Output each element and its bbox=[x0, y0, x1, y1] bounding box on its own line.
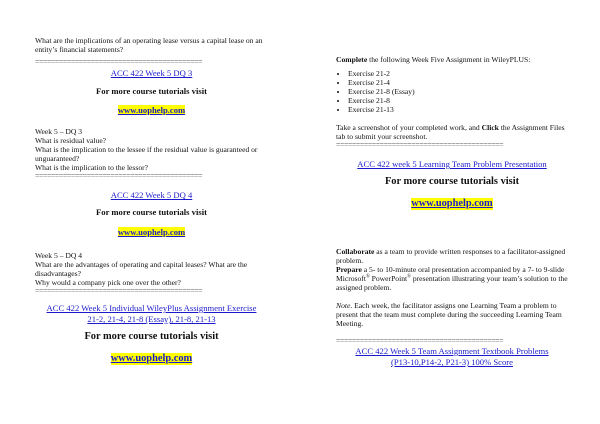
dq4-question-1: What are the advantages of operating and capital leases? What are the disadvantages? bbox=[35, 260, 248, 278]
complete-instruction: Complete the following Week Five Assignment in WileyPLUS: bbox=[336, 55, 531, 64]
link-individual-wileyplus-line-2[interactable]: 21-2, 21-4, 21-8 (Essay), 21-8, 21-13 bbox=[87, 314, 216, 324]
site-link[interactable]: www.uophelp.com bbox=[110, 353, 193, 364]
link-individual-wileyplus-line-1[interactable]: ACC 422 Week 5 Individual WileyPlus Assignment Exercise bbox=[46, 303, 257, 313]
collaborate-paragraph: Collaborate as a team to provide written responses to a facilitator-assigned problem. bbox=[336, 247, 566, 265]
list-item: • Exercise 21-2 bbox=[348, 69, 568, 78]
dq4-question-2: Why would a company pick one over the other? bbox=[35, 278, 181, 287]
dq3-question-2: What is the implication to the lessee if the residual value is guaranteed or unguaranteed? bbox=[35, 145, 258, 163]
list-item: • Exercise 21-4 bbox=[348, 78, 568, 87]
prepare-paragraph: Prepare a 5- to 10-minute oral presentation accompanied by a 7- to 9-slide Microsoft® PowerPoint® presentation illustrating your team’s solution to the assigned problem. bbox=[336, 265, 568, 292]
dq3-question-3: What is the implication to the lessor? bbox=[35, 163, 149, 172]
visit-text: For more course tutorials visit bbox=[384, 176, 520, 187]
exercise-list bbox=[336, 69, 568, 114]
site-link[interactable]: www.uophelp.com bbox=[117, 227, 186, 237]
separator: ========================================== bbox=[35, 172, 203, 180]
list-item: • Exercise 21-8 bbox=[348, 96, 568, 105]
visit-text: For more course tutorials visit bbox=[84, 331, 219, 342]
link-team-assignment-line-2[interactable]: (P13-10,P14-2, P21-3) 100% Score bbox=[391, 357, 513, 367]
note-paragraph: Note. Each week, the facilitator assigns one Learning Team a problem to present that the team must complete during the succeeding Learning Team Meeting. bbox=[336, 301, 562, 328]
dq3-question-1: What is residual value? bbox=[35, 136, 107, 145]
dq3-heading: Week 5 – DQ 3 bbox=[35, 127, 83, 136]
visit-text: For more course tutorials visit bbox=[96, 86, 207, 96]
site-link[interactable]: www.uophelp.com bbox=[411, 198, 493, 209]
list-item: • Exercise 21-8 (Essay) bbox=[348, 87, 568, 96]
separator: ========================================== bbox=[35, 58, 203, 66]
separator: ========================================== bbox=[35, 287, 203, 295]
visit-text: For more course tutorials visit bbox=[96, 207, 207, 217]
link-team-assignment-line-1[interactable]: ACC 422 Week 5 Team Assignment Textbook Problems bbox=[355, 346, 549, 356]
list-item: • Exercise 21-13 bbox=[348, 105, 568, 114]
separator: ========================================== bbox=[336, 337, 504, 345]
screenshot-instruction: Take a screenshot of your completed work, and Click the Assignment Files tab to submit your screenshot. bbox=[336, 123, 565, 141]
right-column bbox=[336, 0, 568, 368]
separator: ========================================== bbox=[336, 141, 504, 149]
dq4-heading: Week 5 – DQ 4 bbox=[35, 251, 83, 260]
site-link[interactable]: www.uophelp.com bbox=[117, 105, 186, 115]
operating-lease-question: What are the implications of an operating lease versus a capital lease on an entity’s financial statements? bbox=[35, 36, 263, 54]
left-column bbox=[35, 0, 268, 366]
link-acc422-week5-dq4[interactable]: ACC 422 Week 5 DQ 4 bbox=[110, 190, 193, 200]
link-learning-team-problem-presentation[interactable]: ACC 422 week 5 Learning Team Problem Presentation bbox=[357, 159, 547, 169]
link-acc422-week5-dq3[interactable]: ACC 422 Week 5 DQ 3 bbox=[110, 68, 193, 78]
